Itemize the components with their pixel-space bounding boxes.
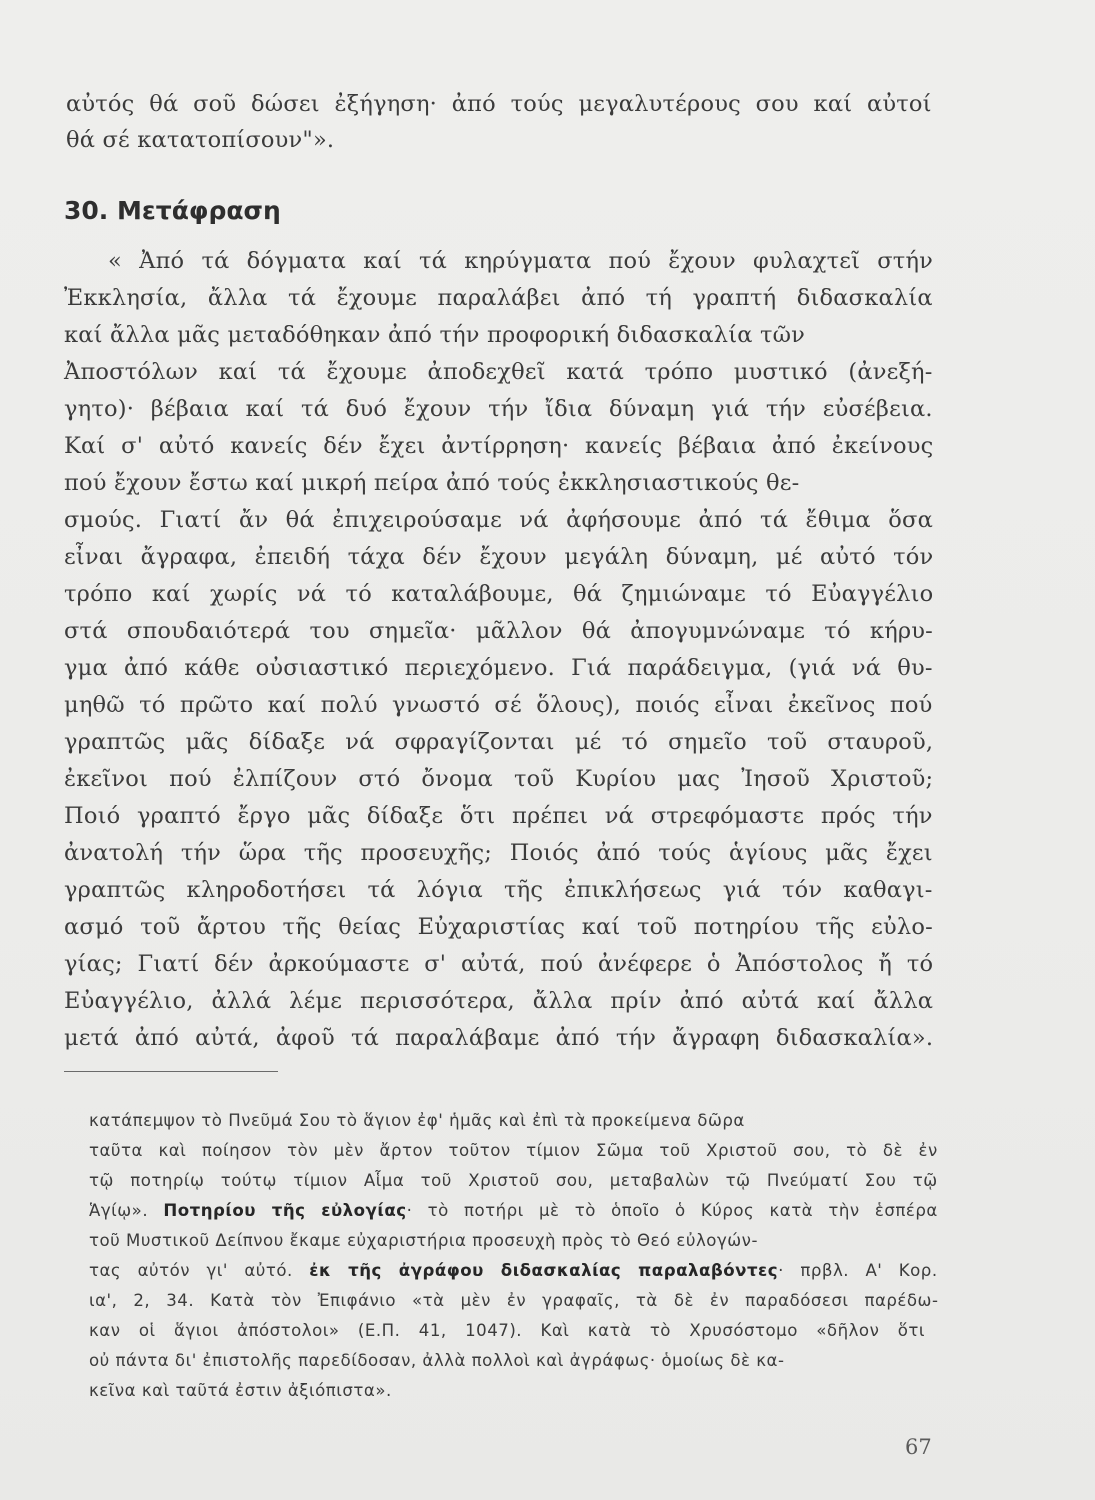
page-number: 67 xyxy=(905,1435,932,1459)
body-line: Ποιό γραπτό ἔργο μᾶς δίδαξε ὅτι πρέπει νά στρεφόμαστε πρός τήν xyxy=(64,803,933,829)
body-line: Ἀποστόλων καί τά ἔχουμε ἀποδεχθεῖ κατά τρόπο μυστικό (ἀνεξή- xyxy=(64,359,933,385)
body-line: ασμό τοῦ ἄρτου τῆς θείας Εὐχαριστίας καί τοῦ ποτηρίου τῆς εὐλο- xyxy=(64,914,933,940)
footnote-line: καν οἱ ἅγιοι ἀπόστολοι» (Ε.Π. 41, 1047). Καὶ κατὰ τὸ Χρυσόστομο «δῆλον ὅτι xyxy=(89,1321,925,1340)
body-line: γραπτῶς κληροδοτήσει τά λόγια τῆς ἐπικλήσεως γιά τόν καθαγι- xyxy=(64,877,933,903)
footnote-bold-term: Ποτηρίου τῆς εὐλογίας xyxy=(163,1201,407,1220)
footnote-line: κεῖνα καὶ ταῦτά ἐστιν ἀξιόπιστα». xyxy=(89,1381,392,1400)
body-line: ἀνατολή τήν ὥρα τῆς προσευχῆς; Ποιός ἀπό τούς ἁγίους μᾶς ἔχει xyxy=(64,840,933,866)
body-line: Καί σ' αὐτό κανείς δέν ἔχει ἀντίρρηση· κανείς βέβαια ἀπό ἐκείνους xyxy=(64,433,934,459)
footnote-line xyxy=(89,1261,938,1280)
footnote-line xyxy=(89,1201,938,1220)
body-line: καί ἄλλα μᾶς μεταδόθηκαν ἀπό τήν προφορική διδασκαλία τῶν xyxy=(64,322,806,348)
footnote-text: Ἁγίῳ». xyxy=(89,1201,164,1220)
body-line: ἐκεῖνοι πού ἐλπίζουν στό ὄνομα τοῦ Κυρίου μας Ἰησοῦ Χριστοῦ; xyxy=(64,766,934,792)
footnote-line: τῷ ποτηρίῳ τούτῳ τίμιον Αἷμα τοῦ Χριστοῦ σου, μεταβαλὼν τῷ Πνεύματί Σου τῷ xyxy=(89,1171,938,1190)
footnote-bold-term: ἐκ τῆς ἀγράφου διδασκαλίας παραλαβόντες xyxy=(309,1261,779,1280)
body-line: γητο)· βέβαια καί τά δυό ἔχουν τήν ἴδια δύναμη γιά τήν εὐσέβεια. xyxy=(64,396,933,422)
footnote-separator xyxy=(64,1071,278,1072)
footnote-text: τας αὐτόν γι' αὐτό. xyxy=(89,1261,310,1280)
intro-line: αὐτός θά σοῦ δώσει ἐξήγηση· ἀπό τούς μεγαλυτέρους σου καί αὐτοί xyxy=(66,91,932,117)
body-line: σμούς. Γιατί ἄν θά ἐπιχειρούσαμε νά ἀφήσουμε ἀπό τά ἔθιμα ὅσα xyxy=(64,507,933,533)
body-line: « Ἀπό τά δόγματα καί τά κηρύγματα πού ἔχουν φυλαχτεῖ στήν xyxy=(108,248,934,274)
body-line: γμα ἀπό κάθε οὐσιαστικό περιεχόμενο. Γιά παράδειγμα, (γιά νά θυ- xyxy=(64,655,933,681)
footnote-line: κατάπεμψον τὸ Πνεῦμά Σου τὸ ἅγιον ἐφ' ἡμᾶς καὶ ἐπὶ τὰ προκείμενα δῶρα xyxy=(89,1111,745,1130)
footnote-text: · πρβλ. Α' Κορ. xyxy=(778,1261,938,1280)
body-line: εἶναι ἄγραφα, ἐπειδή τάχα δέν ἔχουν μεγάλη δύναμη, μέ αὐτό τόν xyxy=(64,544,934,570)
body-line: μηθῶ τό πρῶτο καί πολύ γνωστό σέ ὅλους), ποιός εἶναι ἐκεῖνος πού xyxy=(64,692,933,718)
body-line: στά σπουδαιότερά του σημεῖα· μᾶλλον θά ἀπογυμνώναμε τό κήρυ- xyxy=(64,618,933,644)
section-heading: 30. Μετάφραση xyxy=(64,196,281,225)
body-line: Ἐκκλησία, ἄλλα τά ἔχουμε παραλάβει ἀπό τή γραπτή διδασκαλία xyxy=(64,285,933,311)
footnote-line: ταῦτα καὶ ποίησον τὸν μὲν ἄρτον τοῦτον τίμιον Σῶμα τοῦ Χριστοῦ σου, τὸ δὲ ἐν xyxy=(89,1141,938,1160)
body-line: μετά ἀπό αὐτά, ἀφοῦ τά παραλάβαμε ἀπό τήν ἄγραφη διδασκαλία». xyxy=(64,1025,934,1051)
body-line: γραπτῶς μᾶς δίδαξε νά σφραγίζονται μέ τό σημεῖο τοῦ σταυροῦ, xyxy=(64,729,934,755)
footnote-text: · τὸ ποτήρι μὲ τὸ ὁποῖο ὁ Κύρος κατὰ τὴν ἑσπέρα xyxy=(406,1201,938,1220)
intro-line: θά σέ κατατοπίσουν"». xyxy=(66,127,335,153)
footnote-line: οὐ πάντα δι' ἐπιστολῆς παρεδίδοσαν, ἀλλὰ πολλοὶ καὶ ἀγράφως· ὁμοίως δὲ κα- xyxy=(89,1351,785,1370)
body-line: Εὐαγγέλιο, ἀλλά λέμε περισσότερα, ἄλλα πρίν ἀπό αὐτά καί ἄλλα xyxy=(64,988,934,1014)
body-line: τρόπο καί χωρίς νά τό καταλάβουμε, θά ζημιώναμε τό Εὐαγγέλιο xyxy=(64,581,934,607)
body-line: γίας; Γιατί δέν ἀρκούμαστε σ' αὐτά, πού ἀνέφερε ὁ Ἀπόστολος ἤ τό xyxy=(64,951,934,977)
footnote-line: ια', 2, 34. Κατὰ τὸν Ἐπιφάνιο «τὰ μὲν ἐν γραφαῖς, τὰ δὲ ἐν παραδόσεσι παρέδω- xyxy=(89,1291,939,1310)
footnote-line: τοῦ Μυστικοῦ Δείπνου ἔκαμε εὐχαριστήρια προσευχὴ πρὸς τὸ Θεό εὐλογών- xyxy=(89,1231,758,1250)
body-line: πού ἔχουν ἔστω καί μικρή πείρα ἀπό τούς ἐκκλησιαστικούς θε- xyxy=(64,470,800,496)
